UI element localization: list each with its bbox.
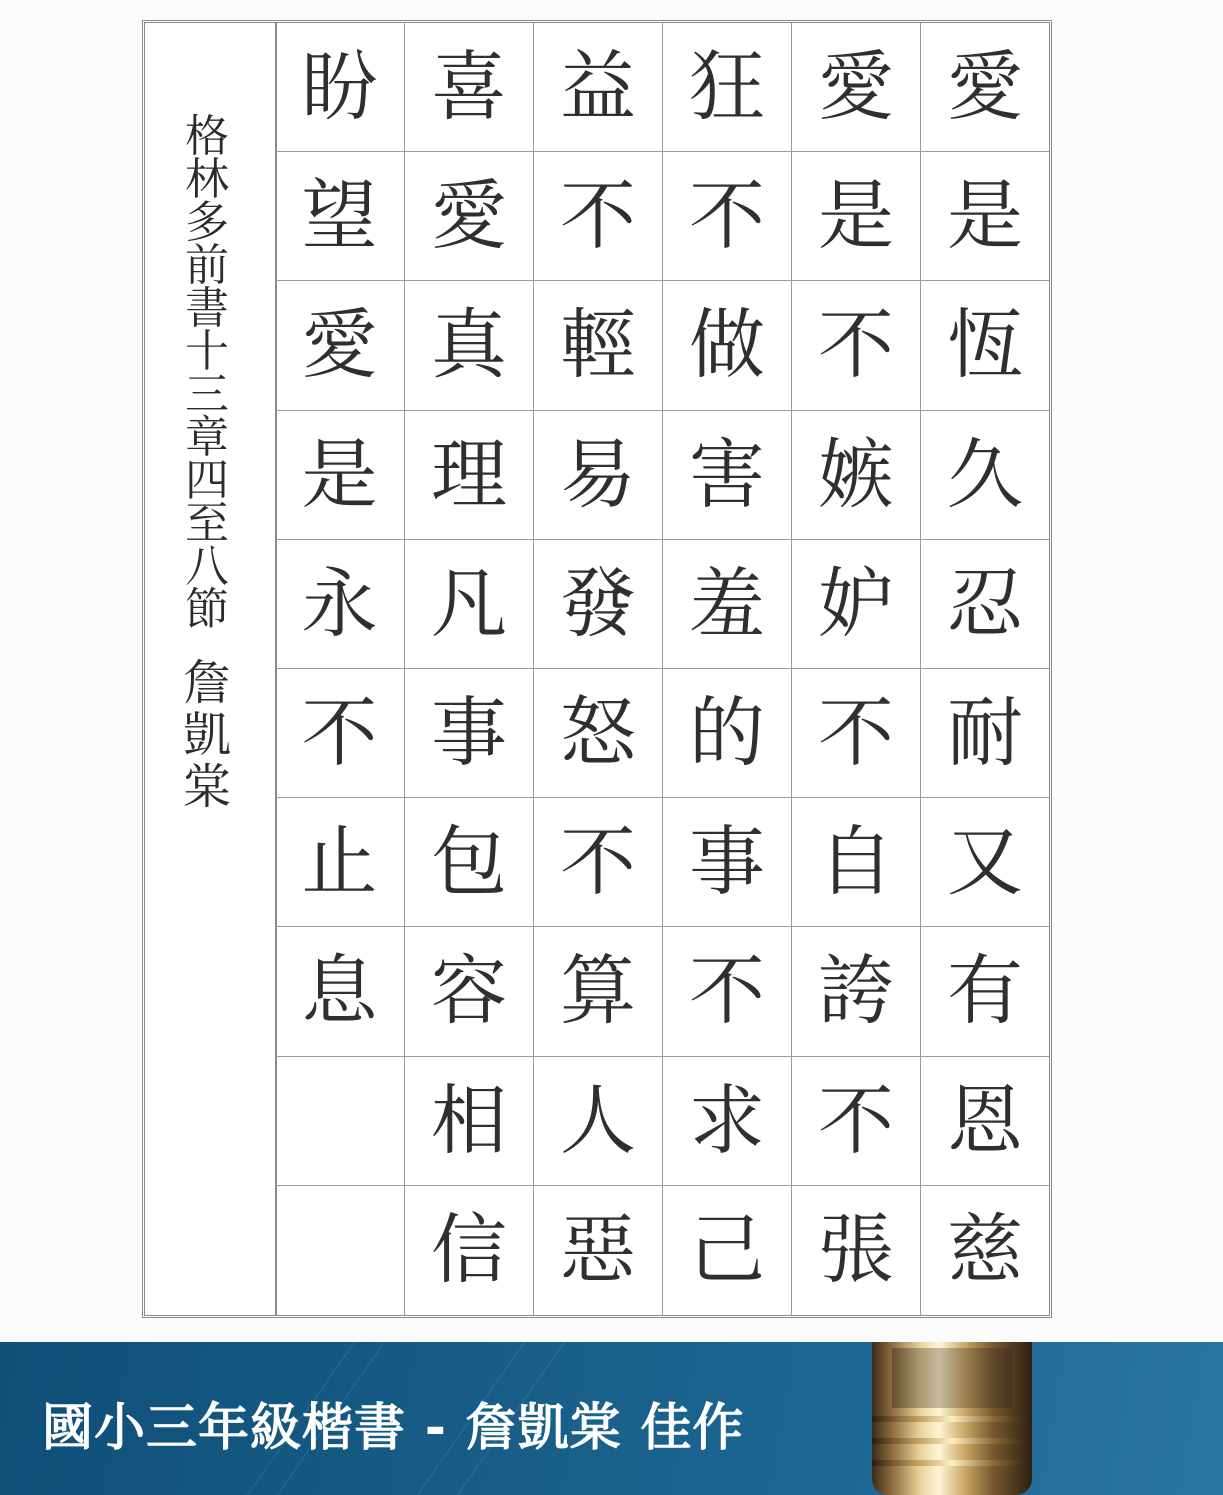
grid-cell: 不 — [275, 669, 404, 798]
grid-cell: 怒 — [533, 669, 662, 798]
grid-cell: 愛 — [275, 281, 404, 410]
signature-block — [175, 111, 239, 815]
grid-cell: 益 — [533, 23, 662, 152]
grid-cell: 害 — [662, 411, 791, 540]
caption-banner — [0, 1342, 1223, 1495]
grid-cell: 誇 — [791, 927, 920, 1056]
grid-cell: 恆 — [920, 281, 1049, 410]
grid-cell: 真 — [404, 281, 533, 410]
grid-cell: 望 — [275, 152, 404, 281]
grid-cell: 人 — [533, 1057, 662, 1186]
grid-cell: 是 — [791, 152, 920, 281]
author-name: 詹凱棠 — [182, 655, 231, 815]
caption-title: 國小三年級楷書 - 詹凱棠 佳作 — [42, 1399, 745, 1458]
grid-cell: 己 — [662, 1186, 791, 1315]
grid-column — [275, 23, 404, 1315]
grid-cell: 不 — [791, 669, 920, 798]
grid-cell: 嫉 — [791, 411, 920, 540]
scripture-reference: 格林多前書十三章四至八節 — [185, 111, 229, 635]
grid-cell: 有 — [920, 927, 1049, 1056]
grid-cell: 又 — [920, 798, 1049, 927]
grid-cell: 永 — [275, 540, 404, 669]
grid-column — [791, 23, 920, 1315]
grid-sheet — [142, 20, 1052, 1318]
grid-cell: 的 — [662, 669, 791, 798]
grid-cell: 求 — [662, 1057, 791, 1186]
grid-cell: 久 — [920, 411, 1049, 540]
grid-cell: 愛 — [920, 23, 1049, 152]
grid-cell: 不 — [791, 281, 920, 410]
grid-cell: 慈 — [920, 1186, 1049, 1315]
grid-cell: 是 — [275, 411, 404, 540]
grid-cell: 信 — [404, 1186, 533, 1315]
grid-cell: 愛 — [791, 23, 920, 152]
grid-cell: 息 — [275, 927, 404, 1056]
grid-cell: 做 — [662, 281, 791, 410]
grid-cell: 是 — [920, 152, 1049, 281]
grid-cell: 耐 — [920, 669, 1049, 798]
grid-cell: 狂 — [662, 23, 791, 152]
grid-cell: 止 — [275, 798, 404, 927]
grid-cell: 不 — [533, 152, 662, 281]
grid-cell: 不 — [533, 798, 662, 927]
signature-column — [145, 23, 277, 1315]
grid-cell: 自 — [791, 798, 920, 927]
grid-cell: 忍 — [920, 540, 1049, 669]
grid-column — [533, 23, 662, 1315]
fountain-pen-image — [872, 1342, 1032, 1495]
grid-cell: 羞 — [662, 540, 791, 669]
grid-cell: 凡 — [404, 540, 533, 669]
grid-cell: 不 — [662, 152, 791, 281]
grid-cell: 易 — [533, 411, 662, 540]
grid-cell: 事 — [404, 669, 533, 798]
character-grid — [275, 23, 1049, 1315]
grid-cell: 容 — [404, 927, 533, 1056]
grid-cell: 理 — [404, 411, 533, 540]
grid-column — [920, 23, 1049, 1315]
grid-cell: 算 — [533, 927, 662, 1056]
grid-column — [404, 23, 533, 1315]
grid-cell: 妒 — [791, 540, 920, 669]
grid-cell: 盼 — [275, 23, 404, 152]
grid-cell: 相 — [404, 1057, 533, 1186]
grid-column — [662, 23, 791, 1315]
grid-cell — [275, 1057, 404, 1186]
grid-cell: 發 — [533, 540, 662, 669]
grid-cell: 事 — [662, 798, 791, 927]
grid-cell: 不 — [662, 927, 791, 1056]
grid-cell: 愛 — [404, 152, 533, 281]
grid-cell: 恩 — [920, 1057, 1049, 1186]
grid-cell: 輕 — [533, 281, 662, 410]
grid-cell: 張 — [791, 1186, 920, 1315]
grid-cell: 喜 — [404, 23, 533, 152]
grid-cell — [275, 1186, 404, 1315]
grid-cell: 不 — [791, 1057, 920, 1186]
grid-cell: 包 — [404, 798, 533, 927]
grid-cell: 惡 — [533, 1186, 662, 1315]
